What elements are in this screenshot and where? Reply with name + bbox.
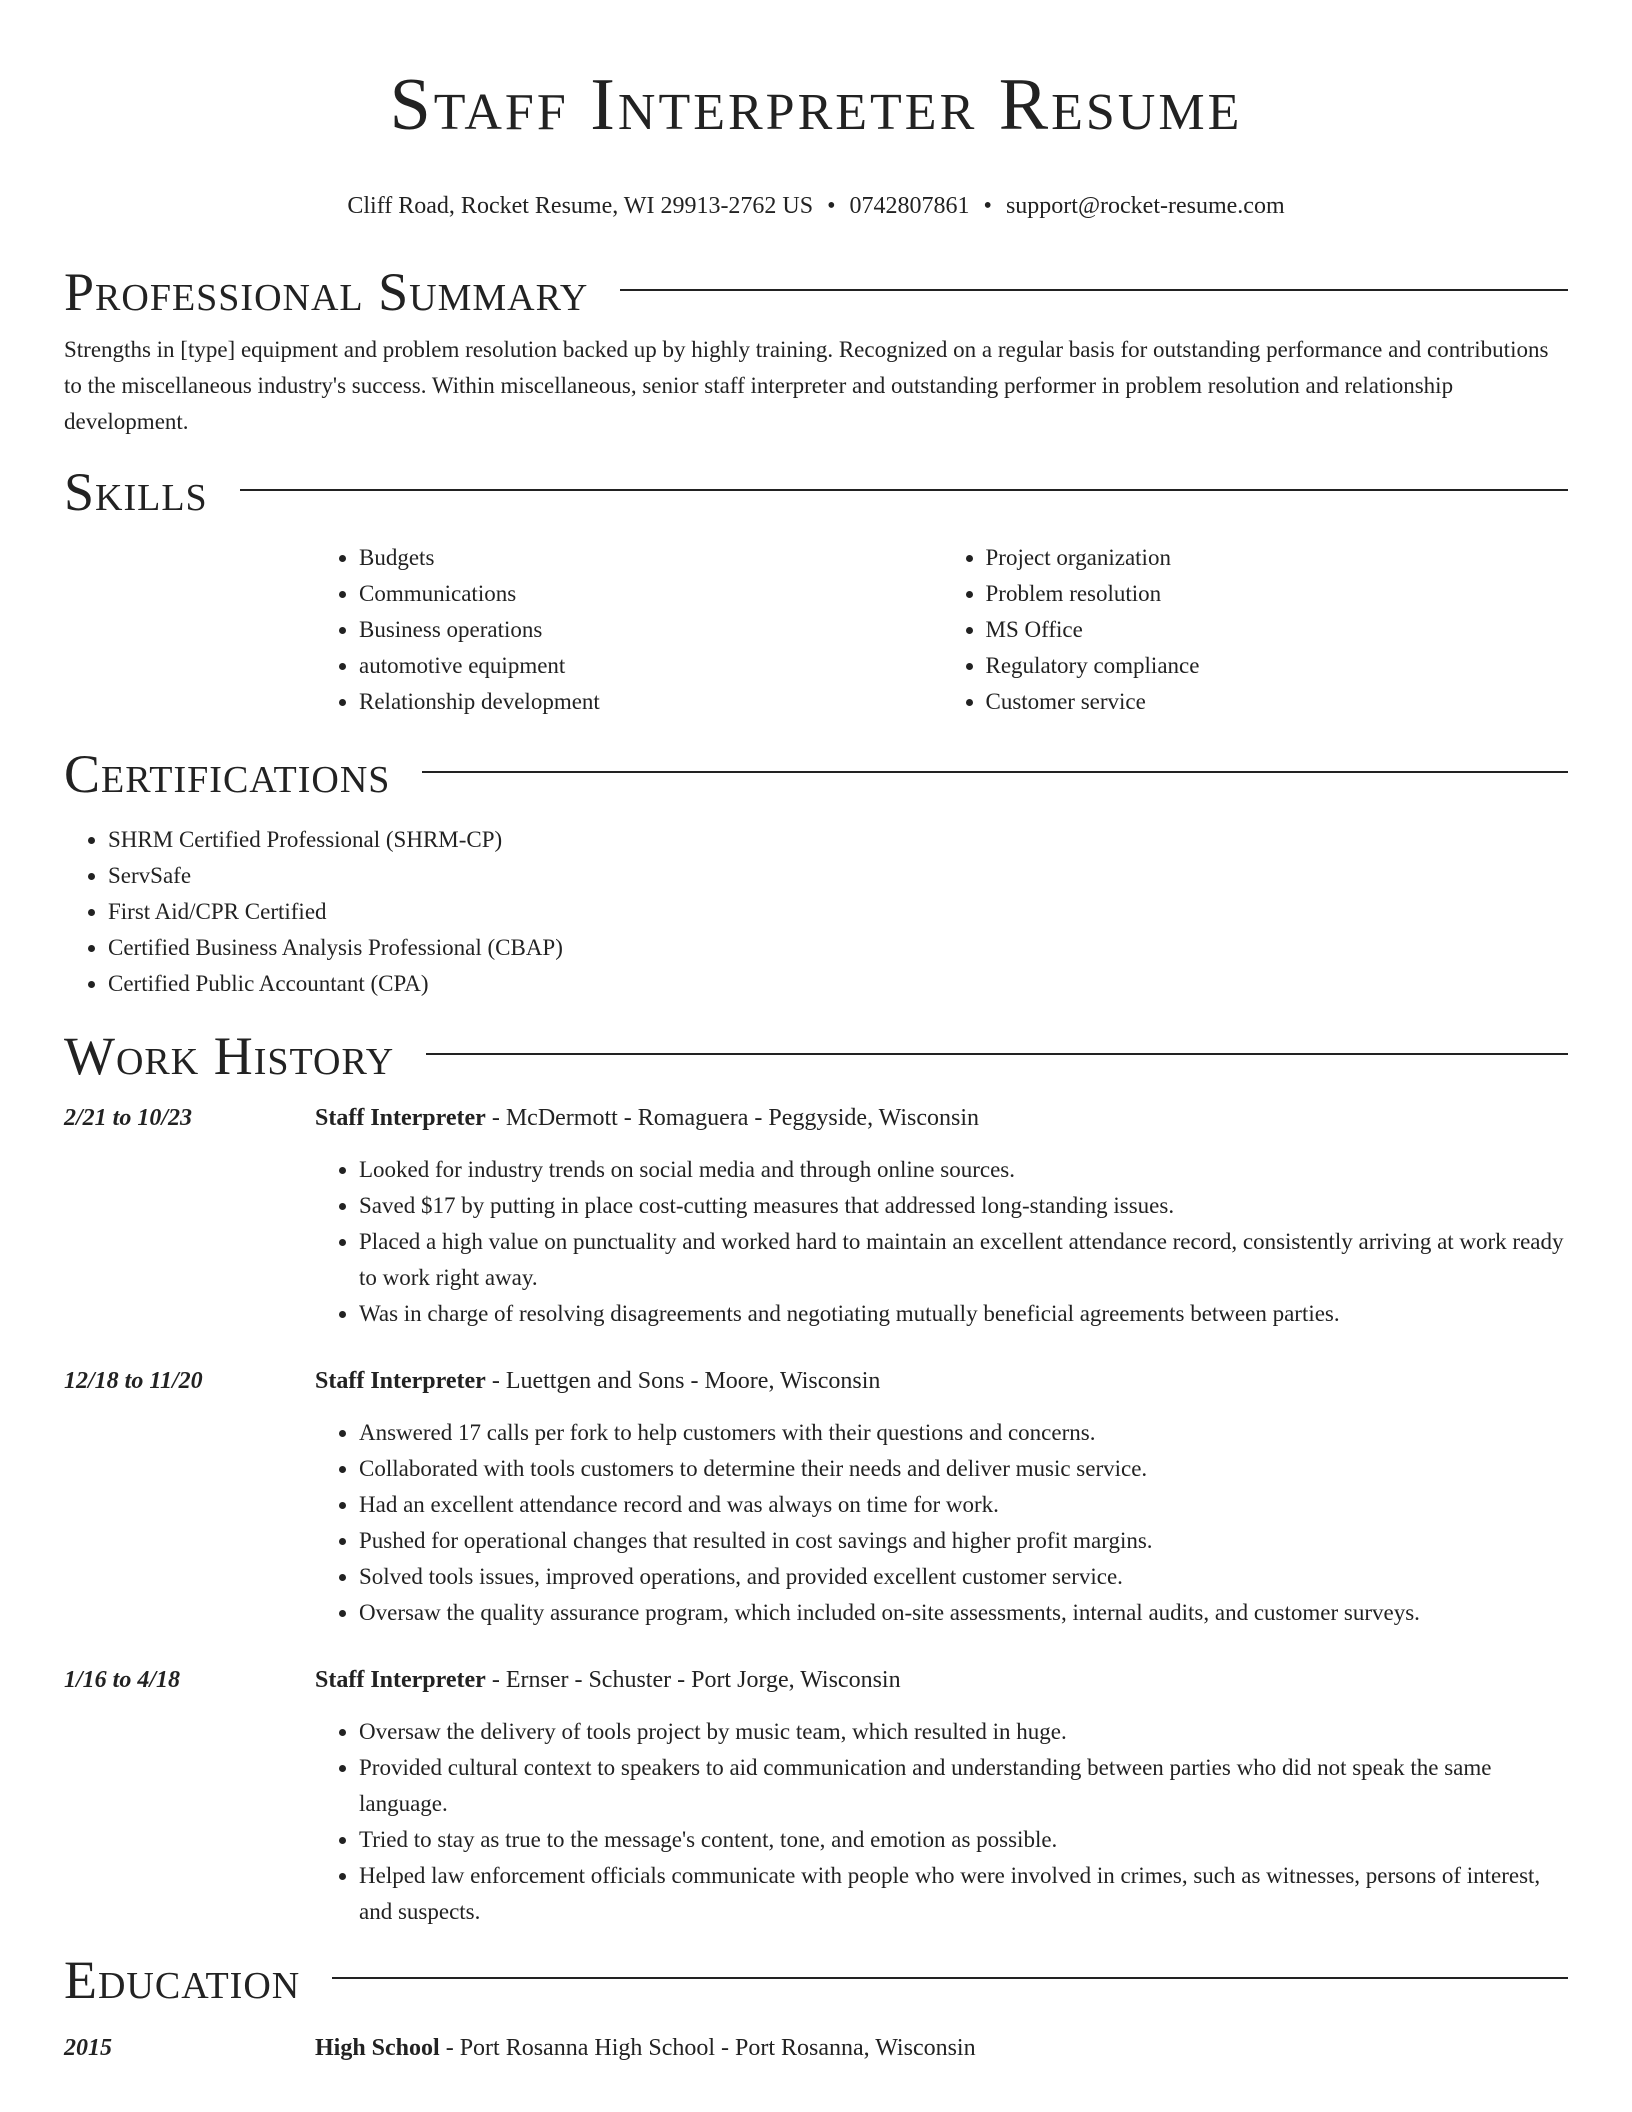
contact-address: Cliff Road, Rocket Resume, WI 29913-2762 US (347, 193, 814, 219)
section-divider (620, 289, 1568, 291)
certifications-list (64, 822, 1568, 1002)
job-bullets (315, 1714, 1568, 1930)
skill-item: • MS Office (986, 612, 1569, 648)
job-role: Staff Interpreter (315, 1667, 486, 1693)
summary-section (64, 262, 1568, 440)
certification-item: • Certified Business Analysis Professional (CBAP) (108, 930, 1568, 966)
certifications-section (64, 744, 1568, 1002)
job-bullet: • Answered 17 calls per fork to help customers with their questions and concerns. (359, 1415, 1568, 1451)
job-title-line (315, 1662, 1568, 1698)
skills-columns (315, 540, 1568, 720)
job-entry (64, 1100, 1568, 1332)
job-bullet: • Oversaw the delivery of tools project by music team, which resulted in huge. (359, 1714, 1568, 1750)
summary-heading: Professional Summary (64, 262, 589, 322)
job-dates: 2/21 to 10/23 (64, 1105, 193, 1131)
skills-list-right (942, 540, 1569, 720)
job-bullets (315, 1415, 1568, 1631)
skill-item: • automotive equipment (359, 648, 942, 684)
section-divider (422, 771, 1568, 773)
job-bullet: • Looked for industry trends on social media and through online sources. (359, 1152, 1568, 1188)
education-dates: 2015 (64, 2035, 112, 2061)
education-degree: High School (315, 2035, 440, 2061)
education-heading: Education (64, 1950, 301, 2010)
job-entry (64, 1363, 1568, 1631)
certification-item: • Certified Public Accountant (CPA) (108, 966, 1568, 1002)
section-header (64, 262, 1568, 322)
job-dates: 1/16 to 4/18 (64, 1667, 181, 1693)
job-employer: - Luettgen and Sons - Moore, Wisconsin (485, 1368, 881, 1394)
skill-item: • Customer service (986, 684, 1569, 720)
job-bullet: • Provided cultural context to speakers to aid communication and understanding between parties who did not speak the same language. (359, 1750, 1568, 1822)
skill-item: • Business operations (359, 612, 942, 648)
job-bullet: • Oversaw the quality assurance program, which included on-site assessments, internal audits, and customer surveys. (359, 1595, 1568, 1631)
job-bullet: • Helped law enforcement officials communicate with people who were involved in crimes, such as witnesses, persons of interest, and suspects. (359, 1858, 1568, 1930)
contact-separator: • (827, 193, 836, 219)
work-history-heading: Work History (64, 1026, 395, 1086)
contact-separator: • (983, 193, 992, 219)
summary-text: Strengths in [type] equipment and problem resolution backed up by highly training. Recognized on a regular basis for outstanding performance and contributions to the miscellaneous industry's success. Within miscellaneous, senior staff interpreter and outstanding performer in problem resolution and relationship development. (64, 337, 1549, 434)
contact-phone: 0742807861 (849, 193, 970, 219)
section-header (64, 744, 1568, 804)
section-header (64, 462, 1568, 522)
skill-item: • Relationship development (359, 684, 942, 720)
certifications-heading: Certifications (64, 744, 391, 804)
job-body (315, 1662, 1568, 1930)
job-role: Staff Interpreter (315, 1105, 486, 1131)
skills-heading: Skills (64, 462, 208, 522)
skill-item: • Problem resolution (986, 576, 1569, 612)
skill-item: • Project organization (986, 540, 1569, 576)
job-entry (64, 1662, 1568, 1930)
certification-item: • ServSafe (108, 858, 1568, 894)
section-divider (426, 1053, 1568, 1055)
job-bullet: • Saved $17 by putting in place cost-cutting measures that addressed long-standing issues. (359, 1188, 1568, 1224)
job-employer: - McDermott - Romaguera - Peggyside, Wisconsin (485, 1105, 979, 1131)
work-history-section (64, 1026, 1568, 1930)
job-body (315, 1363, 1568, 1631)
job-bullet: • Collaborated with tools customers to determine their needs and deliver music service. (359, 1451, 1568, 1487)
education-entry (64, 2030, 1568, 2082)
skill-item: • Budgets (359, 540, 942, 576)
education-body (315, 2030, 1568, 2082)
education-school: - Port Rosanna High School - Port Rosanna, Wisconsin (439, 2035, 976, 2061)
skill-item: • Regulatory compliance (986, 648, 1569, 684)
certification-item: • SHRM Certified Professional (SHRM-CP) (108, 822, 1568, 858)
job-list (64, 1100, 1568, 1930)
skill-item: • Communications (359, 576, 942, 612)
skills-section (64, 462, 1568, 720)
job-bullet: • Solved tools issues, improved operations, and provided excellent customer service. (359, 1559, 1568, 1595)
job-bullet: • Had an excellent attendance record and was always on time for work. (359, 1487, 1568, 1523)
section-divider (332, 1977, 1568, 1979)
skills-list-left (315, 540, 942, 720)
education-section (64, 1950, 1568, 2082)
job-bullet: • Was in charge of resolving disagreements and negotiating mutually beneficial agreements between parties. (359, 1296, 1568, 1332)
resume-title: Staff Interpreter Resume (389, 64, 1243, 146)
job-employer: - Ernser - Schuster - Port Jorge, Wisconsin (485, 1667, 901, 1693)
job-bullet: • Pushed for operational changes that resulted in cost savings and higher profit margins. (359, 1523, 1568, 1559)
certification-item: • First Aid/CPR Certified (108, 894, 1568, 930)
job-bullet: • Tried to stay as true to the message's content, tone, and emotion as possible. (359, 1822, 1568, 1858)
job-dates: 12/18 to 11/20 (64, 1368, 203, 1394)
contact-email: support@rocket-resume.com (1005, 193, 1285, 219)
contact-line (64, 190, 1568, 222)
job-role: Staff Interpreter (315, 1368, 486, 1394)
section-divider (240, 489, 1568, 491)
education-title-line (315, 2030, 1568, 2066)
job-body (315, 1100, 1568, 1332)
section-header (64, 1950, 1568, 2010)
job-bullet: • Placed a high value on punctuality and worked hard to maintain an excellent attendance record, consistently arriving at work ready to work right away. (359, 1224, 1568, 1296)
job-title-line (315, 1363, 1568, 1399)
job-bullets (315, 1152, 1568, 1332)
section-header (64, 1026, 1568, 1086)
job-title-line (315, 1100, 1568, 1136)
